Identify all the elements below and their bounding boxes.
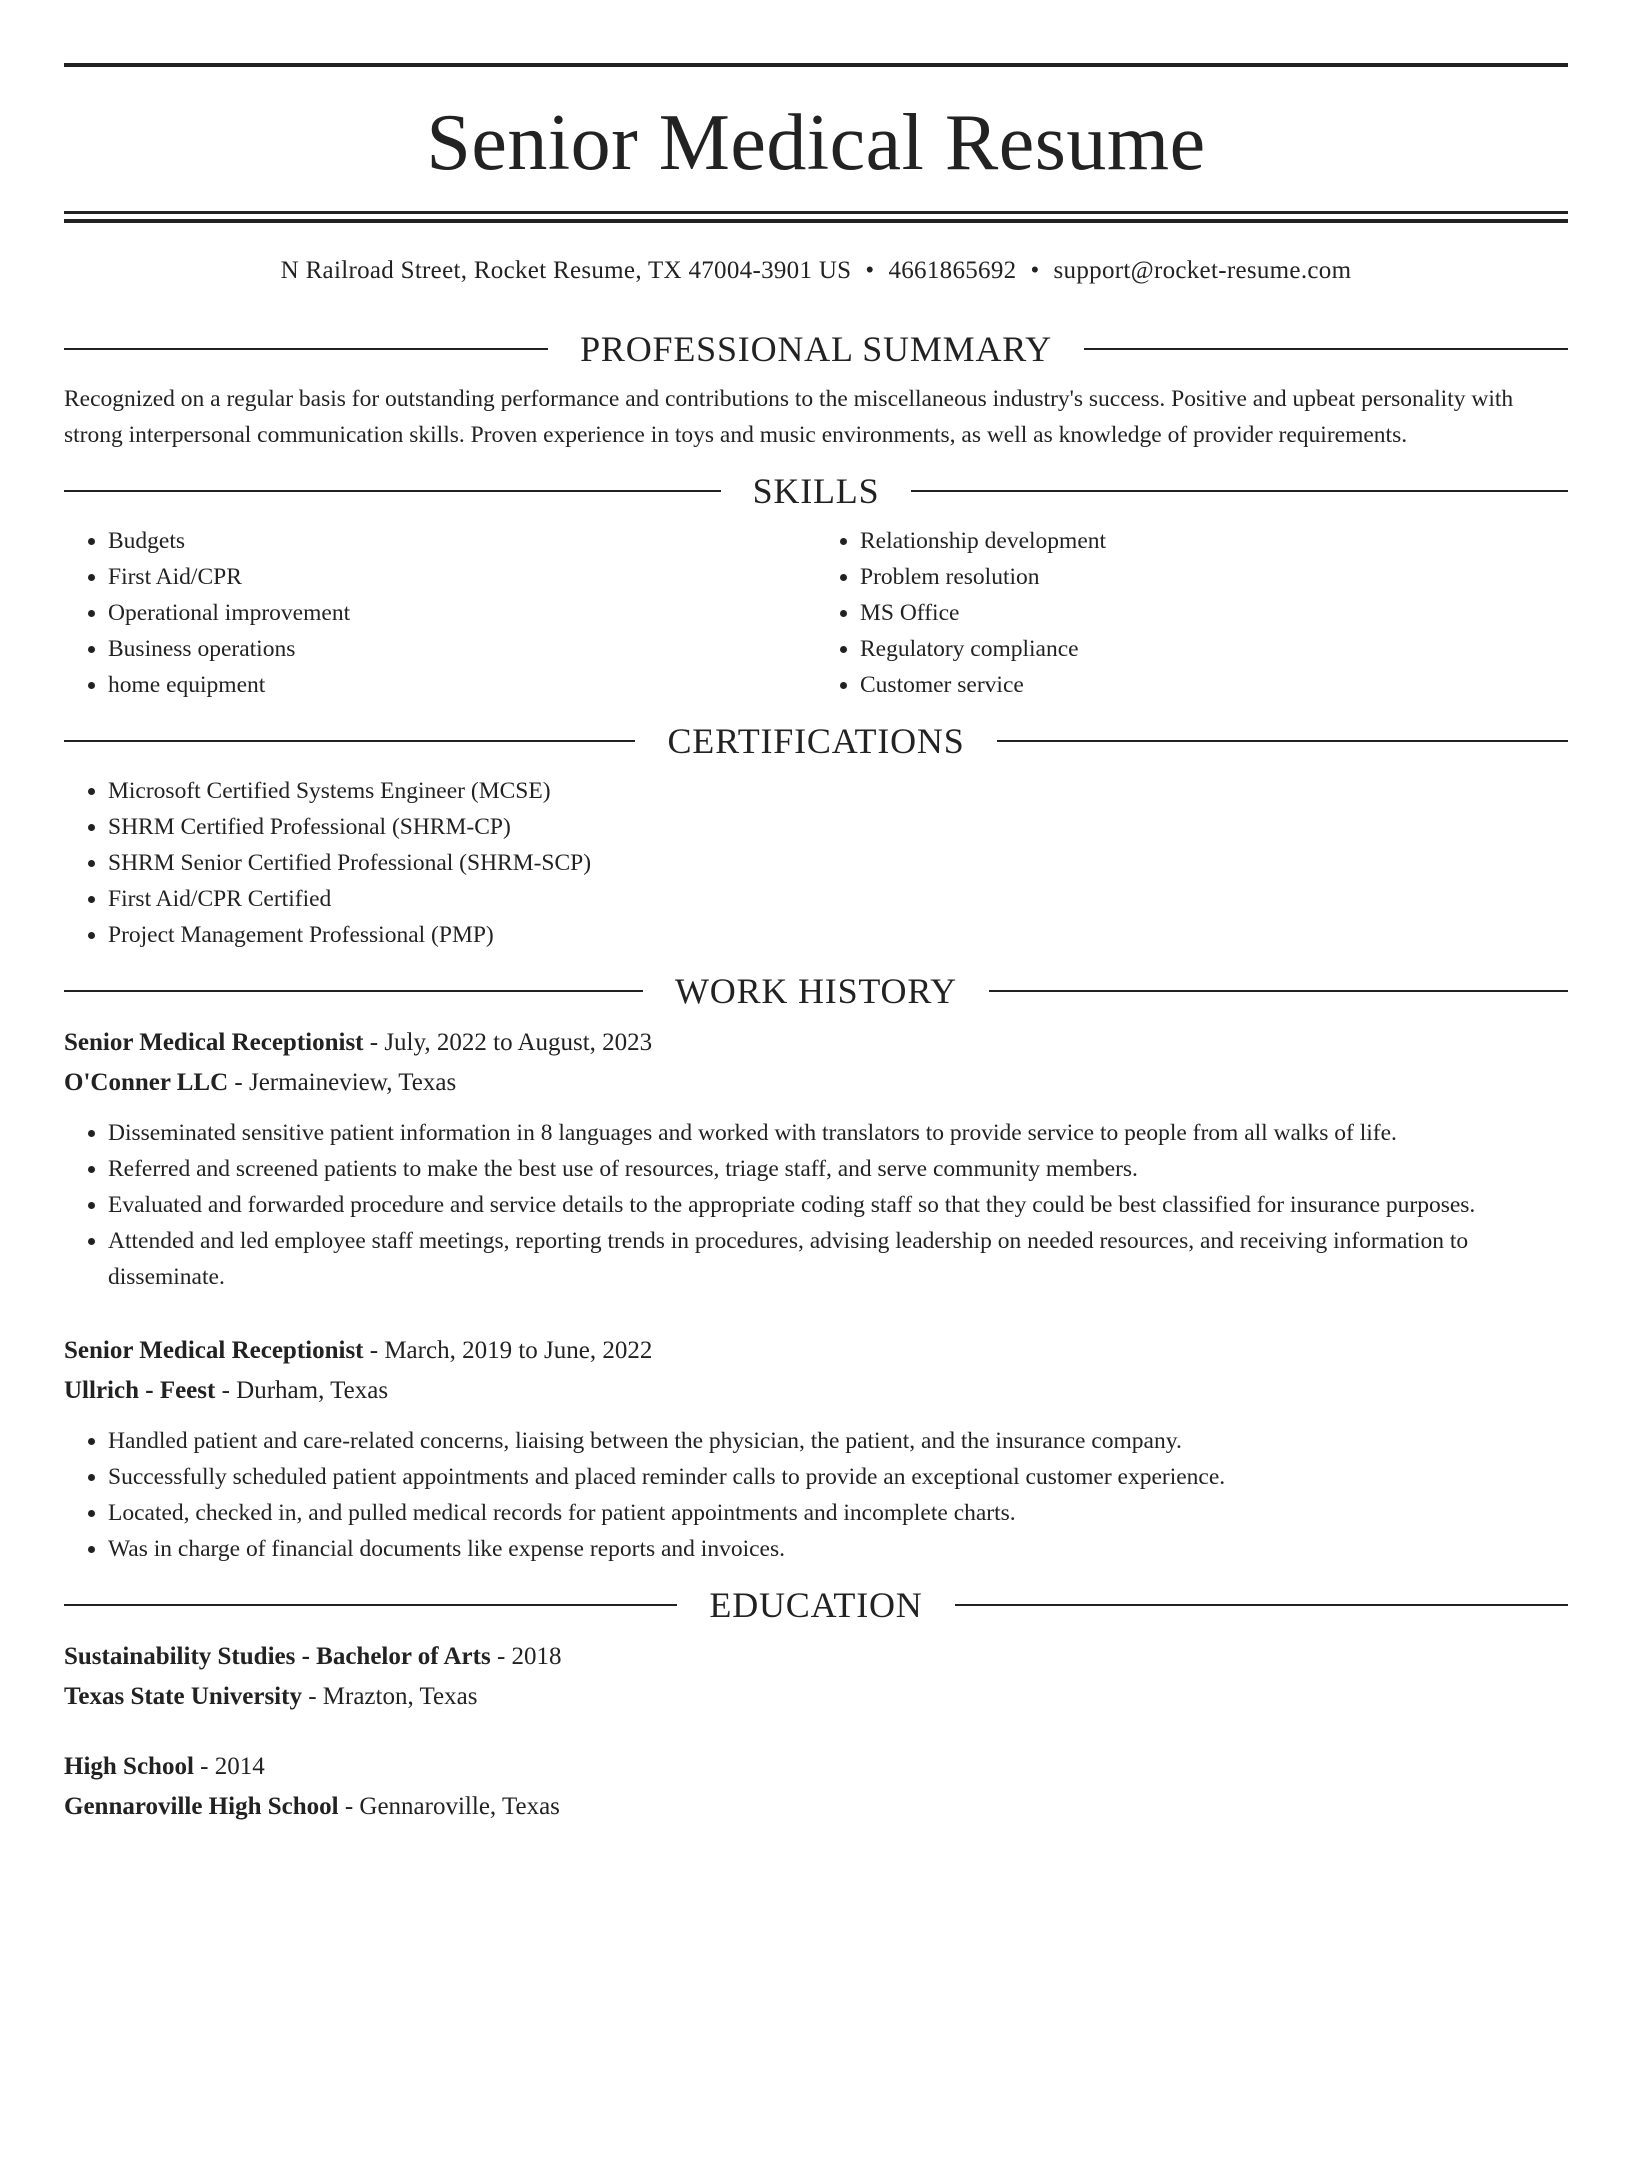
resume-page bbox=[0, 63, 1632, 2175]
list-item: • Handled patient and care-related concerns, liaising between the physician, the patient, and the insurance company. bbox=[108, 1423, 1568, 1459]
skills-list bbox=[64, 523, 1568, 703]
resume-title: Senior Medical Resume bbox=[426, 99, 1206, 187]
job-bullets bbox=[64, 1423, 1568, 1567]
job-title-line bbox=[64, 1331, 1568, 1371]
list-item: • Customer service bbox=[860, 667, 1568, 703]
list-item: • Operational improvement bbox=[108, 595, 816, 631]
list-item: • Attended and led employee staff meetings, reporting trends in procedures, advising leadership on needed resources, and receiving information to disseminate. bbox=[108, 1223, 1568, 1295]
education-entry bbox=[64, 1637, 1568, 1717]
education-entry bbox=[64, 1747, 1568, 1827]
contact-separator: • bbox=[1030, 257, 1040, 284]
education-school: Gennaroville High School bbox=[64, 1793, 339, 1820]
job-title: Senior Medical Receptionist bbox=[64, 1337, 364, 1364]
list-item: • Relationship development bbox=[860, 523, 1568, 559]
section-header-summary bbox=[64, 329, 1568, 369]
job-location: - Jermaineview, Texas bbox=[228, 1069, 457, 1096]
education-year: - 2018 bbox=[490, 1643, 562, 1670]
list-item: • First Aid/CPR Certified bbox=[108, 881, 1568, 917]
list-item: • Disseminated sensitive patient information in 8 languages and worked with translators to provide service to people from all walks of life. bbox=[108, 1115, 1568, 1151]
job-bullets bbox=[64, 1115, 1568, 1295]
education-location: - Mrazton, Texas bbox=[301, 1683, 478, 1710]
job-title: Senior Medical Receptionist bbox=[64, 1029, 364, 1056]
education-degree-line bbox=[64, 1747, 1568, 1787]
job-company: Ullrich - Feest bbox=[64, 1377, 216, 1404]
list-item: • Regulatory compliance bbox=[860, 631, 1568, 667]
education-school-line bbox=[64, 1787, 1568, 1827]
list-item: • Budgets bbox=[108, 523, 816, 559]
section-rule bbox=[64, 348, 548, 350]
job-company-line bbox=[64, 1371, 1568, 1411]
list-item: • MS Office bbox=[860, 595, 1568, 631]
job-dates: - March, 2019 to June, 2022 bbox=[363, 1337, 653, 1364]
job-company: O'Conner LLC bbox=[64, 1069, 229, 1096]
section-title: WORK HISTORY bbox=[675, 971, 957, 1011]
summary-text: Recognized on a regular basis for outstanding performance and contributions to the miscellaneous industry's success. Positive and upbeat personality with strong interpersonal communication skills. Proven experience in toys and music environments, as well as knowledge of provider requirements. bbox=[64, 386, 1514, 448]
skills-column-right bbox=[816, 523, 1568, 703]
section-header-education bbox=[64, 1585, 1568, 1625]
education-school-line bbox=[64, 1677, 1568, 1717]
education-school: Texas State University bbox=[64, 1683, 302, 1710]
list-item: • First Aid/CPR bbox=[108, 559, 816, 595]
skills-column-left bbox=[64, 523, 816, 703]
list-item: • home equipment bbox=[108, 667, 816, 703]
section-title: EDUCATION bbox=[709, 1585, 923, 1625]
education-degree-line bbox=[64, 1637, 1568, 1677]
section-header-skills bbox=[64, 471, 1568, 511]
education-year: - 2014 bbox=[193, 1753, 265, 1780]
job-title-line bbox=[64, 1023, 1568, 1063]
section-title: CERTIFICATIONS bbox=[667, 721, 965, 761]
section-rule bbox=[911, 490, 1568, 492]
contact-line bbox=[64, 257, 1568, 285]
list-item: • SHRM Senior Certified Professional (SHRM-SCP) bbox=[108, 845, 1568, 881]
section-rule bbox=[955, 1604, 1568, 1606]
section-rule bbox=[64, 490, 721, 492]
list-item: • Was in charge of financial documents like expense reports and invoices. bbox=[108, 1531, 1568, 1567]
list-item: • Evaluated and forwarded procedure and service details to the appropriate coding staff so that they could be best classified for insurance purposes. bbox=[108, 1187, 1568, 1223]
list-item: • Business operations bbox=[108, 631, 816, 667]
contact-email: support@rocket-resume.com bbox=[1053, 257, 1352, 284]
section-title: PROFESSIONAL SUMMARY bbox=[580, 329, 1052, 369]
section-rule bbox=[64, 990, 643, 992]
list-item: • Problem resolution bbox=[860, 559, 1568, 595]
title-double-rule bbox=[64, 211, 1568, 223]
list-item: • Microsoft Certified Systems Engineer (MCSE) bbox=[108, 773, 1568, 809]
section-rule bbox=[989, 990, 1568, 992]
job-company-line bbox=[64, 1063, 1568, 1103]
section-rule bbox=[997, 740, 1568, 742]
job-dates: - July, 2022 to August, 2023 bbox=[363, 1029, 653, 1056]
top-rule bbox=[64, 63, 1568, 67]
section-rule bbox=[64, 740, 635, 742]
list-item: • SHRM Certified Professional (SHRM-CP) bbox=[108, 809, 1568, 845]
education-degree: High School bbox=[64, 1753, 194, 1780]
job-entry bbox=[64, 1331, 1568, 1567]
contact-separator: • bbox=[865, 257, 875, 284]
job-entry bbox=[64, 1023, 1568, 1295]
list-item: • Located, checked in, and pulled medical records for patient appointments and incomplete charts. bbox=[108, 1495, 1568, 1531]
certifications-list bbox=[64, 773, 1568, 953]
contact-phone: 4661865692 bbox=[888, 257, 1017, 284]
section-header-certifications bbox=[64, 721, 1568, 761]
section-rule bbox=[1084, 348, 1568, 350]
list-item: • Referred and screened patients to make the best use of resources, triage staff, and serve community members. bbox=[108, 1151, 1568, 1187]
list-item: • Project Management Professional (PMP) bbox=[108, 917, 1568, 953]
section-title: SKILLS bbox=[752, 471, 880, 511]
education-degree: Sustainability Studies - Bachelor of Arts bbox=[64, 1643, 491, 1670]
contact-address: N Railroad Street, Rocket Resume, TX 47004-3901 US bbox=[280, 257, 852, 284]
education-location: - Gennaroville, Texas bbox=[338, 1793, 560, 1820]
section-header-work-history bbox=[64, 971, 1568, 1011]
job-location: - Durham, Texas bbox=[215, 1377, 389, 1404]
list-item: • Successfully scheduled patient appointments and placed reminder calls to provide an exceptional customer experience. bbox=[108, 1459, 1568, 1495]
section-rule bbox=[64, 1604, 677, 1606]
